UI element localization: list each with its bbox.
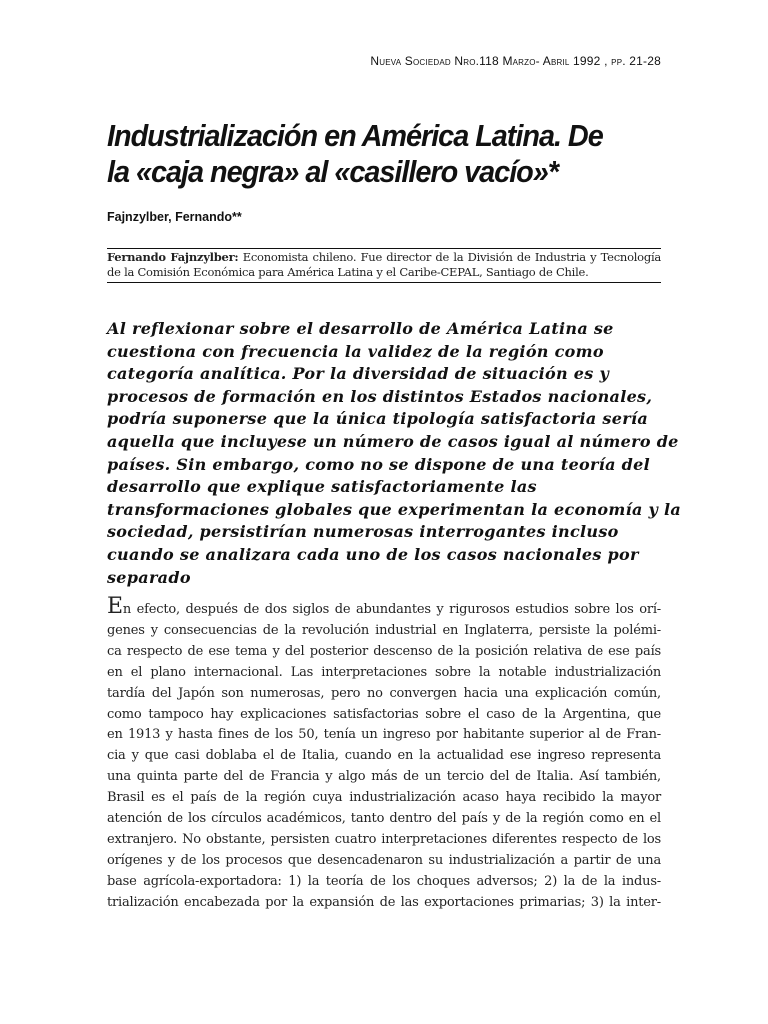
- abstract-line: procesos de formación en los distintos Estados nacionales,: [107, 386, 653, 406]
- article-title-line: la «caja negra» al «casillero vacío»*: [107, 154, 558, 189]
- drop-cap: E: [107, 594, 123, 619]
- abstract-line: podría suponerse que la única tipología satisfactoria sería: [107, 409, 648, 429]
- body-line: tardía del Japón son numerosas, pero no convergen hacia una explicación común,: [107, 685, 661, 701]
- abstract-line: Al reflexionar sobre el desarrollo de América Latina se: [107, 319, 614, 338]
- body-line: Brasil es el país de la región cuya industrialización acaso haya recibido la mayor: [107, 790, 661, 806]
- abstract: [107, 318, 682, 589]
- body-line: orígenes y de los procesos que desencadenaron su industrialización a partir de una: [107, 852, 661, 868]
- body-line: genes y consecuencias de la revolución industrial en Inglaterra, persiste la polémi-: [107, 622, 661, 638]
- article-title-line: Industrialización en América Latina. De: [107, 118, 603, 153]
- body-line: como tampoco hay explicaciones satisfactorias sobre el caso de la Argentina, que: [107, 706, 661, 722]
- body-line: en 1913 y hasta fines de los 50, tenía un ingreso por habitante superior al de Fran-: [107, 727, 661, 743]
- body-line: extranjero. No obstante, persisten cuatro interpretaciones diferentes respecto de los: [107, 831, 661, 847]
- author-bio: [107, 248, 661, 283]
- author-name: Fajnzylber, Fernando**: [107, 210, 242, 224]
- running-head: Nueva Sociedad Nro.118 Marzo- Abril 1992 , pp. 21-28: [370, 54, 661, 68]
- body-line-rest: n efecto, después de dos siglos de abundantes y rigurosos estudios sobre los orí-: [122, 602, 661, 617]
- abstract-line: sociedad, persistirían numerosas interrogantes incluso: [107, 522, 619, 542]
- abstract-line: países. Sin embargo, como no se dispone de una teoría del: [107, 454, 651, 474]
- body-line: una quinta parte del de Francia y algo más de un tercio del de Italia. Así también,: [107, 769, 661, 785]
- abstract-line: transformaciones globales que experimentan la economía y la: [107, 499, 682, 519]
- abstract-line: aquella que incluyese un número de casos igual al número de: [107, 431, 679, 451]
- body-line: cia y que casi doblaba el de Italia, cuando en la actualidad ese ingreso representa: [107, 748, 661, 764]
- document-page: [107, 0, 682, 1024]
- abstract-line: desarrollo que explique satisfactoriamente las: [107, 477, 537, 497]
- abstract-line: cuestiona con frecuencia la validez de la región como: [107, 341, 604, 361]
- abstract-line: separado: [107, 567, 191, 587]
- body-text: [107, 594, 661, 914]
- body-line: trialización encabezada por la expansión de las exportaciones primarias; 3) la inter-: [107, 894, 661, 910]
- body-line: atención de los círculos académicos, tanto dentro del país y de la región como en el: [107, 811, 661, 827]
- abstract-line: cuando se analizara cada uno de los casos nacionales por: [107, 544, 639, 564]
- article-title: [107, 118, 622, 190]
- bio-name: Fernando Fajnzylber:: [107, 250, 239, 264]
- bio-text: Economista chileno. Fue director de la División de Industria y Tecnología de la Comisión Económica para América Latina y el Caribe-CEPAL, Santiago de Chile.: [107, 250, 661, 279]
- body-line: ca respecto de ese tema y del posterior descenso de la posición relativa de ese país: [107, 643, 661, 659]
- body-line: [107, 594, 661, 621]
- body-line: en el plano internacional. Las interpretaciones sobre la notable industrialización: [107, 664, 661, 680]
- abstract-line: categoría analítica. Por la diversidad de situación es y: [107, 364, 610, 384]
- body-line: base agrícola-exportadora: 1) la teoría de los choques adversos; 2) la de la indus-: [107, 873, 661, 889]
